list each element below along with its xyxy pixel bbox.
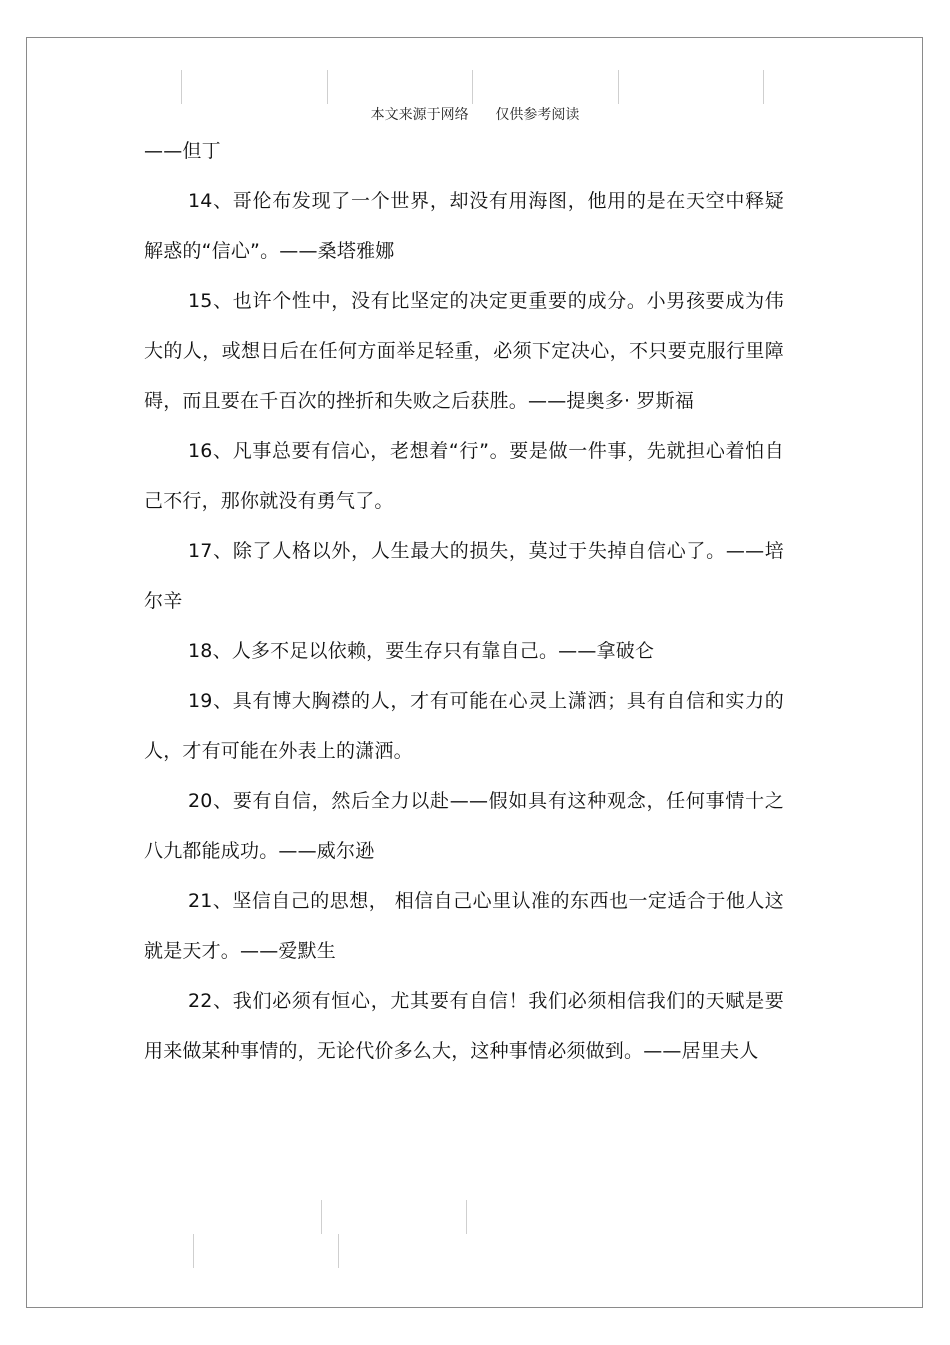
top-tick bbox=[472, 70, 473, 104]
bottom-tick bbox=[193, 1234, 194, 1268]
bottom-tick bbox=[466, 1200, 467, 1234]
paragraph: 19、具有博大胸襟的人，才有可能在心灵上潇洒；具有自信和实力的人，才有可能在外表上的潇洒。 bbox=[144, 690, 784, 762]
paragraph: 20、要有自信，然后全力以赴——假如具有这种观念，任何事情十之八九都能成功。——威尔逊 bbox=[144, 790, 784, 862]
paragraph: 14、哥伦布发现了一个世界，却没有用海图，他用的是在天空中释疑解惑的“信心”。——桑塔雅娜 bbox=[144, 190, 784, 262]
top-tick bbox=[618, 70, 619, 104]
paragraph: ——但丁 bbox=[144, 140, 221, 162]
top-tick bbox=[181, 70, 182, 104]
paragraph: 16、凡事总要有信心，老想着“行”。要是做一件事，先就担心着怕自己不行，那你就没有勇气了。 bbox=[144, 440, 784, 512]
document-body bbox=[144, 126, 784, 1076]
paragraph: 18、人多不足以依赖，要生存只有靠自己。——拿破仑 bbox=[188, 640, 655, 662]
top-tick bbox=[763, 70, 764, 104]
top-tick bbox=[327, 70, 328, 104]
header-note: 本文来源于网络 仅供参考阅读 bbox=[370, 107, 580, 123]
paragraph: 15、也许个性中，没有比坚定的决定更重要的成分。小男孩要成为伟大的人，或想日后在任何方面举足轻重，必须下定决心，不只要克服行里障碍，而且要在千百次的挫折和失败之后获胜。——提奥多· 罗斯福 bbox=[144, 290, 784, 412]
bottom-tick bbox=[338, 1234, 339, 1268]
paragraph: 21、坚信自己的思想， 相信自己心里认准的东西也一定适合于他人这就是天才。——爱默生 bbox=[144, 890, 784, 962]
paragraph: 17、除了人格以外，人生最大的损失，莫过于失掉自信心了。——培尔辛 bbox=[144, 540, 784, 612]
paragraph: 22、我们必须有恒心，尤其要有自信！我们必须相信我们的天赋是要用来做某种事情的，无论代价多么大，这种事情必须做到。——居里夫人 bbox=[144, 990, 784, 1062]
bottom-tick bbox=[321, 1200, 322, 1234]
